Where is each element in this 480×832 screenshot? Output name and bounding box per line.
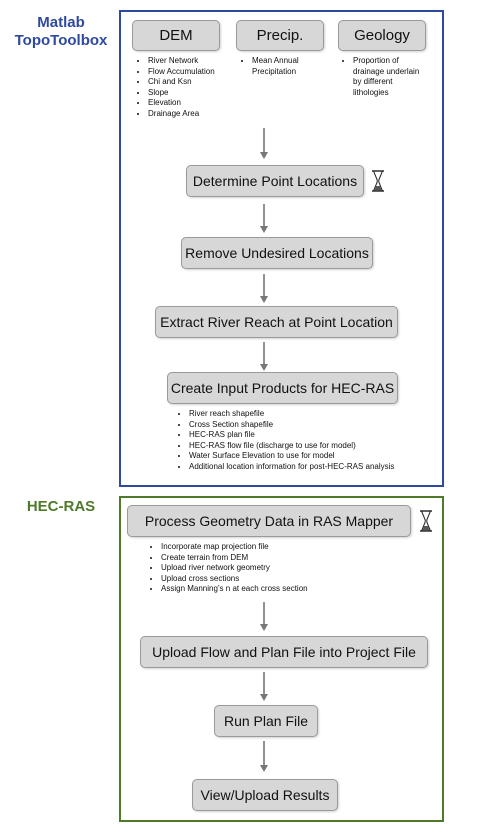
list-item: • Slope xyxy=(148,88,243,99)
remove-undesired-locations-box: Remove Undesired Locations xyxy=(181,237,373,269)
run-plan-file-box: Run Plan File xyxy=(214,705,318,737)
list-item: • HEC-RAS plan file xyxy=(189,430,451,441)
list-item: • Additional location information for post-HEC-RAS analysis xyxy=(189,462,451,473)
precip-box: Precip. xyxy=(236,20,324,51)
list-item: • Mean Annual Precipitation xyxy=(252,56,330,77)
list-item: • Cross Section shapefile xyxy=(189,420,451,431)
list-item: • Proportion of drainage underlain by different lithologies xyxy=(353,56,428,98)
determine-point-locations-box: Determine Point Locations xyxy=(186,165,364,197)
list-item: • Elevation xyxy=(148,98,243,109)
list-item: • River reach shapefile xyxy=(189,409,451,420)
precip-bullets xyxy=(241,56,330,77)
process-geometry-box: Process Geometry Data in RAS Mapper xyxy=(127,505,411,537)
create-input-products-bullets xyxy=(178,409,451,473)
topotoolbox-section-label xyxy=(6,14,116,50)
dem-bullets xyxy=(137,56,243,120)
down-arrow-icon xyxy=(258,274,270,304)
list-item: • HEC-RAS flow file (discharge to use for model) xyxy=(189,441,451,452)
topotoolbox-label-line2: TopoToolbox xyxy=(14,32,108,49)
hecras-section-label: HEC-RAS xyxy=(26,498,96,515)
list-item: • Drainage Area xyxy=(148,109,243,120)
down-arrow-icon xyxy=(258,342,270,372)
list-item: • Assign Manning’s n at each cross section xyxy=(161,584,391,595)
dem-box: DEM xyxy=(132,20,220,51)
down-arrow-icon xyxy=(258,741,270,773)
topotoolbox-label-line1: Matlab xyxy=(37,14,85,31)
list-item: • Incorporate map projection file xyxy=(161,542,391,553)
extract-river-reach-box: Extract River Reach at Point Location xyxy=(155,306,398,338)
list-item: • River Network xyxy=(148,56,243,67)
hourglass-icon xyxy=(371,170,385,192)
down-arrow-icon xyxy=(258,128,270,160)
list-item: • Upload river network geometry xyxy=(161,563,391,574)
list-item: • Create terrain from DEM xyxy=(161,553,391,564)
create-input-products-box: Create Input Products for HEC-RAS xyxy=(167,372,398,404)
process-geometry-bullets xyxy=(150,542,391,595)
geology-box: Geology xyxy=(338,20,426,51)
view-upload-results-box: View/Upload Results xyxy=(192,779,338,811)
list-item: • Flow Accumulation xyxy=(148,67,243,78)
list-item: • Water Surface Elevation to use for model xyxy=(189,451,451,462)
down-arrow-icon xyxy=(258,602,270,632)
upload-flow-plan-box: Upload Flow and Plan File into Project File xyxy=(140,636,428,668)
geology-bullets xyxy=(342,56,428,98)
hourglass-icon xyxy=(419,510,433,532)
list-item: • Upload cross sections xyxy=(161,574,391,585)
down-arrow-icon xyxy=(258,672,270,702)
list-item: • Chi and Ksn xyxy=(148,77,243,88)
down-arrow-icon xyxy=(258,204,270,234)
